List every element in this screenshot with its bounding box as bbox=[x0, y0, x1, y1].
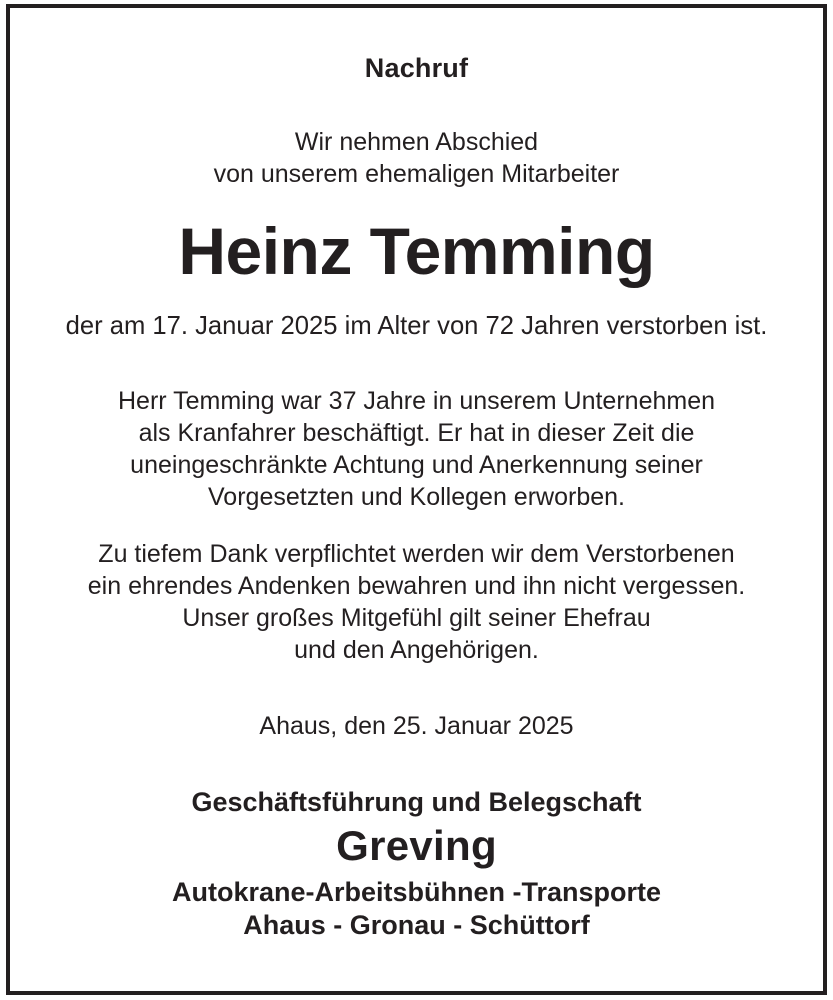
tribute-paragraph-1-line-2: als Kranfahrer beschäftigt. Er hat in dieser Zeit die bbox=[138, 418, 695, 447]
tribute-paragraph-1-line-4: Vorgesetzten und Kollegen erworben. bbox=[208, 482, 625, 511]
tribute-paragraph-1-line-1: Herr Temming war 37 Jahre in unserem Unternehmen bbox=[117, 386, 716, 415]
place-and-date: Ahaus, den 25. Januar 2025 bbox=[259, 711, 574, 740]
company-services bbox=[24, 876, 809, 942]
tribute-paragraph-2-line-3: Unser großes Mitgefühl gilt seiner Ehefrau bbox=[182, 603, 651, 632]
signatory-line: Geschäftsführung und Belegschaft bbox=[191, 786, 642, 817]
notice-heading: Nachruf bbox=[364, 53, 469, 83]
company-services-line: Autokrane-Arbeitsbühnen -Transporte bbox=[171, 876, 662, 907]
intro-line-2: von unserem ehemaligen Mitarbeiter bbox=[213, 159, 620, 188]
tribute-paragraph-2-line-1: Zu tiefem Dank verpflichtet werden wir dem Verstorbenen bbox=[98, 539, 735, 568]
death-date-line: der am 17. Januar 2025 im Alter von 72 Jahren verstorben ist. bbox=[65, 309, 768, 340]
company-locations-line: Ahaus - Gronau - Schüttorf bbox=[243, 909, 590, 940]
company-name: Greving bbox=[336, 821, 497, 869]
intro-line-1: Wir nehmen Abschied bbox=[294, 127, 539, 156]
tribute-paragraph-2-line-2: ein ehrendes Andenken bewahren und ihn nicht vergessen. bbox=[87, 571, 746, 600]
intro-text bbox=[24, 126, 809, 190]
tribute-paragraph-2 bbox=[24, 538, 809, 666]
obituary-notice-frame bbox=[6, 4, 827, 995]
tribute-paragraph-1-line-3: uneingeschränkte Achtung und Anerkennung seiner bbox=[130, 450, 703, 479]
tribute-paragraph-2-line-4: und den Angehörigen. bbox=[294, 635, 539, 664]
deceased-name: Heinz Temming bbox=[178, 213, 655, 288]
tribute-paragraph-1 bbox=[24, 385, 809, 513]
